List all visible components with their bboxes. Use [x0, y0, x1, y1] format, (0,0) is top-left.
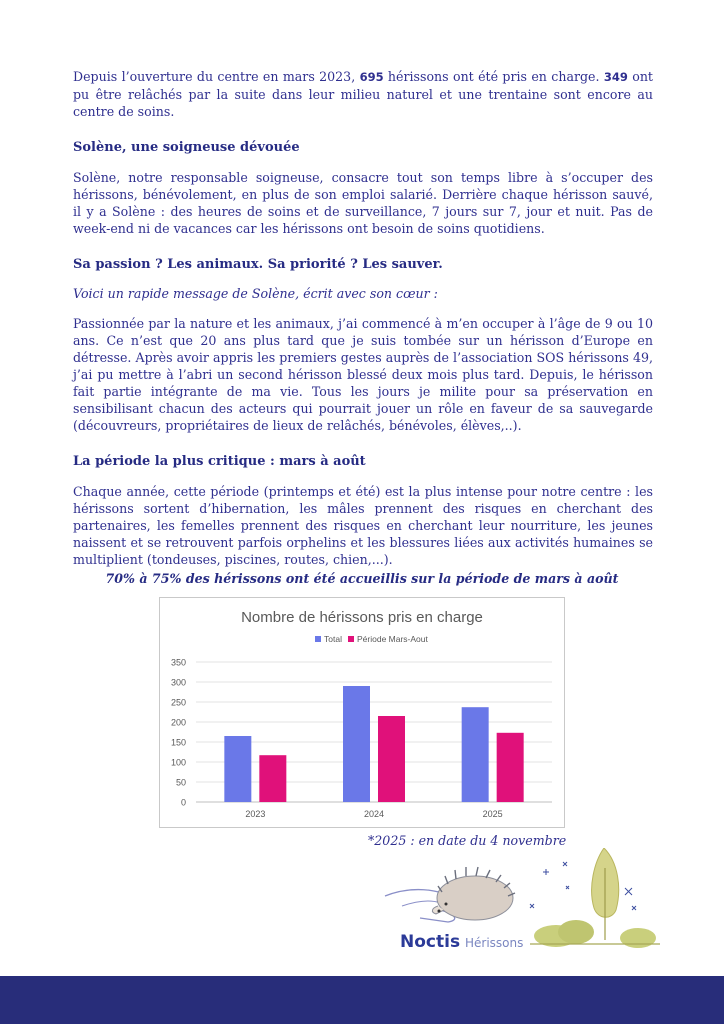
section-title-passion: Sa passion ? Les animaux. Sa priorité ? Les sauver. [73, 257, 443, 272]
chart-y-ticks [171, 658, 186, 808]
legend-swatch [348, 636, 354, 642]
y-tick-label: 100 [170, 757, 186, 768]
x-tick-label: 2024 [363, 809, 385, 819]
section-text-periode: Chaque année, cette période (printemps et été) est la plus intense pour notre centre : les hérissons sortent d’hibernation, les mâles prennent des risques en cherchant des partenaires, les femelles prennent des risques en cherchant leur nourriture, les jeunes naissent et se retrouvent parfois orphelins et les blessures liées aux activités humaines se multiplient (tondeuses, piscines, routes, chien,...). [73, 484, 653, 567]
chart-footnote: *2025 : en date du 4 novembre [368, 833, 567, 848]
section-title-periode: La période la plus critique : mars à août [73, 454, 366, 469]
legend-label: Période Mars-Aout [357, 634, 428, 644]
bar-chart [159, 597, 565, 828]
chart-bars [224, 686, 523, 802]
count-total: 695 [359, 70, 384, 84]
section-text-soigneuse: Solène, notre responsable soigneuse, consacre tout son temps libre à s’occuper des hérissons, bénévolement, en plus de son emploi salarié. Derrière chaque hérisson sauvé, il y a Solène : des heures de soins et de surveillance, 7 jours sur 7, jour et nuit. Pas de week-end ni de vacances car les hérissons ont besoin de soins quotidiens. [73, 170, 653, 236]
chart-title: Nombre de hérissons pris en charge [241, 609, 483, 626]
y-tick-label: 250 [170, 697, 186, 708]
legend-swatch [315, 636, 321, 642]
bar-total [224, 736, 251, 802]
bar-mars-aout [259, 755, 286, 802]
x-tick-label: 2023 [245, 809, 266, 819]
chart-legend [315, 634, 429, 644]
logo-name: Noctis [400, 932, 461, 952]
logo-subtitle: Hérissons [465, 936, 524, 950]
y-tick-label: 50 [175, 777, 186, 788]
chart-x-ticks [245, 809, 502, 819]
bar-total [343, 686, 370, 802]
chart-caption: 70% à 75% des hérissons ont été accueillis sur la période de mars à août [105, 571, 619, 586]
section-title-soigneuse: Solène, une soigneuse dévouée [73, 140, 300, 155]
count-released: 349 [603, 70, 628, 84]
y-tick-label: 150 [170, 737, 186, 748]
bar-total [462, 707, 489, 802]
intro-paragraph: Depuis l’ouverture du centre en mars 2023, 695 hérissons ont été pris en charge. 349 ont pu être relâchés par la suite dans leur milieu naturel et une trentaine sont encore au centre de soins. [73, 69, 653, 119]
y-tick-label: 0 [180, 797, 186, 808]
quote-intro: Voici un rapide message de Solène, écrit avec son cœur : [73, 286, 438, 301]
bar-mars-aout [378, 716, 405, 802]
y-tick-label: 200 [170, 717, 186, 728]
article-body [73, 68, 653, 568]
section-text-passion: Passionnée par la nature et les animaux, j’ai commencé à m’en occuper à l’âge de 9 ou 10 ans. Ce n’est que 20 ans plus tard que je suis tombée sur un hérisson d’Europe en détresse. Après avoir appris les premiers gestes auprès de l’association SOS hérissons 49, j’ai pu mettre à l’abri un second hérisson blessé deux mois plus tard. Depuis, le hérisson fait partie intégrante de ma vie. Tous les jours je milite pour sa préservation en sensibilisant chacun des acteurs qui pourrait jouer un rôle en faveur de sa sauvegarde (découvreurs, propriétaires de lieux de relâchés, bénévoles, élèves,..). [73, 316, 653, 433]
chart-svg [160, 598, 564, 827]
x-tick-label: 2025 [482, 809, 503, 819]
y-tick-label: 350 [170, 657, 186, 668]
legend-label: Total [324, 634, 342, 644]
y-tick-label: 300 [170, 677, 186, 688]
bar-mars-aout [497, 733, 524, 802]
footer-band [0, 976, 724, 1024]
